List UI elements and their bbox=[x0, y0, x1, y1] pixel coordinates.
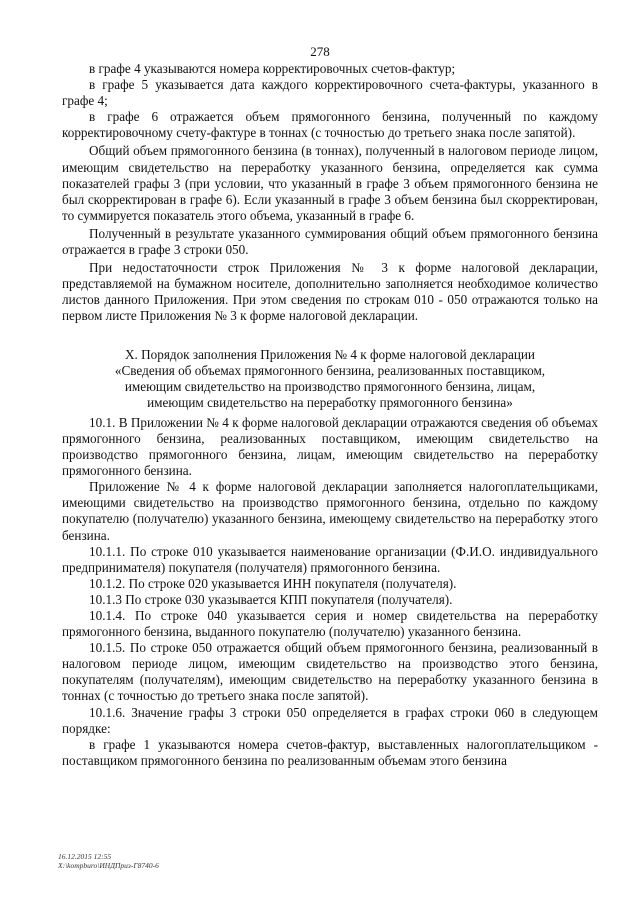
heading-line: «Сведения об объемах прямогонного бензина, реализованных поставщиком, bbox=[114, 362, 546, 378]
paragraph: Общий объем прямогонного бензина (в тоннах), полученный в налоговом периоде лицом, имеющим свидетельство на переработку указанного бензина, определяется как сумма показателей графы 3 (при условии, что указанный в графе 3 объем прямогонного бензина не был скорректирован в графе 6). Если указанный в графе 3 объем бензина был скорректирован, то суммируется показатель этого объема, указанный в графе 6. bbox=[62, 143, 598, 223]
paragraph: 10.1.4. По строке 040 указывается серия и номер свидетельства на переработку прямогонного бензина, выданного покупателю (получателю) указанного бензина. bbox=[62, 608, 598, 640]
paragraph: 10.1.2. По строке 020 указывается ИНН покупателя (получателя). bbox=[89, 575, 457, 591]
paragraph: 10.1. В Приложении № 4 к форме налоговой декларации отражаются сведения об объемах прямогонного бензина, реализованных поставщиком, имеющим свидетельство на производство прямогонного бензина, лицам, имеющим свидетельство на переработку прямогонного бензина. bbox=[62, 414, 598, 479]
paragraph: 10.1.3 По строке 030 указывается КПП покупателя (получателя). bbox=[89, 591, 453, 607]
heading-line: имеющим свидетельство на производство прямогонного бензина, лицам, bbox=[124, 378, 536, 394]
paragraph: в графе 6 отражается объем прямогонного бензина, полученный по каждому корректировочному счету-фактуре в тоннах (с точностью до третьего знака после запятой). bbox=[62, 109, 598, 141]
paragraph: 10.1.5. По строке 050 отражается общий объем прямогонного бензина, реализованный в налоговом периоде лицом, имеющим свидетельство на производство этого бензина, покупателям (получателям), имеющим свидетельство на переработку указанного бензина в тоннах (с точностью до третьего знака после запятой). bbox=[62, 640, 598, 704]
paragraph: в графе 1 указываются номера счетов-фактур, выставленных налогоплательщиком - поставщиком прямогонного бензина по реализованным объемам этого бензина bbox=[62, 736, 598, 768]
paragraph: При недостаточности строк Приложения № 3 к форме налоговой декларации, представляемой на бумажном носителе, дополнительно заполняется необходимое количество листов данного Приложения. При этом сведения по строкам 010 - 050 отражаются только на первом листе Приложения № 3 к форме налоговой декларации. bbox=[62, 260, 598, 324]
footer-stamp bbox=[58, 852, 159, 870]
paragraph: Приложение № 4 к форме налоговой декларации заполняется налогоплательщиками, имеющими свидетельство на производство прямогонного бензина, отдельно по каждому покупателю (получателю) указанного бензина, имеющему свидетельство на переработку этого бензина. bbox=[62, 479, 598, 543]
footer-timestamp: 16.12.2015 12:55 bbox=[58, 852, 112, 861]
paragraph: 10.1.6. Значение графы 3 строки 050 определяется в графах строки 060 в следующем порядке: bbox=[62, 704, 598, 736]
paragraph: Полученный в результате указанного суммирования общий объем прямогонного бензина отражается в графе 3 строки 050. bbox=[62, 225, 598, 258]
heading-line: X. Порядок заполнения Приложения № 4 к форме налоговой декларации bbox=[124, 346, 535, 362]
page-number: 278 bbox=[310, 44, 330, 59]
footer-file-path: X:\kompburo\ИНДПриз-Г8740-6 bbox=[58, 861, 159, 870]
document-body bbox=[62, 61, 598, 769]
paragraph: в графе 4 указываются номера корректировочных счетов-фактур; bbox=[89, 61, 456, 76]
section-heading bbox=[62, 347, 598, 411]
heading-line: имеющим свидетельство на переработку прямогонного бензина» bbox=[147, 394, 513, 410]
paragraph: 10.1.1. По строке 010 указывается наименование организации (Ф.И.О. индивидуального предпринимателя) покупателя (получателя) прямогонного бензина. bbox=[62, 543, 598, 575]
paragraph: в графе 5 указывается дата каждого корректировочного счета-фактуры, указанного в графе 4; bbox=[62, 77, 598, 109]
